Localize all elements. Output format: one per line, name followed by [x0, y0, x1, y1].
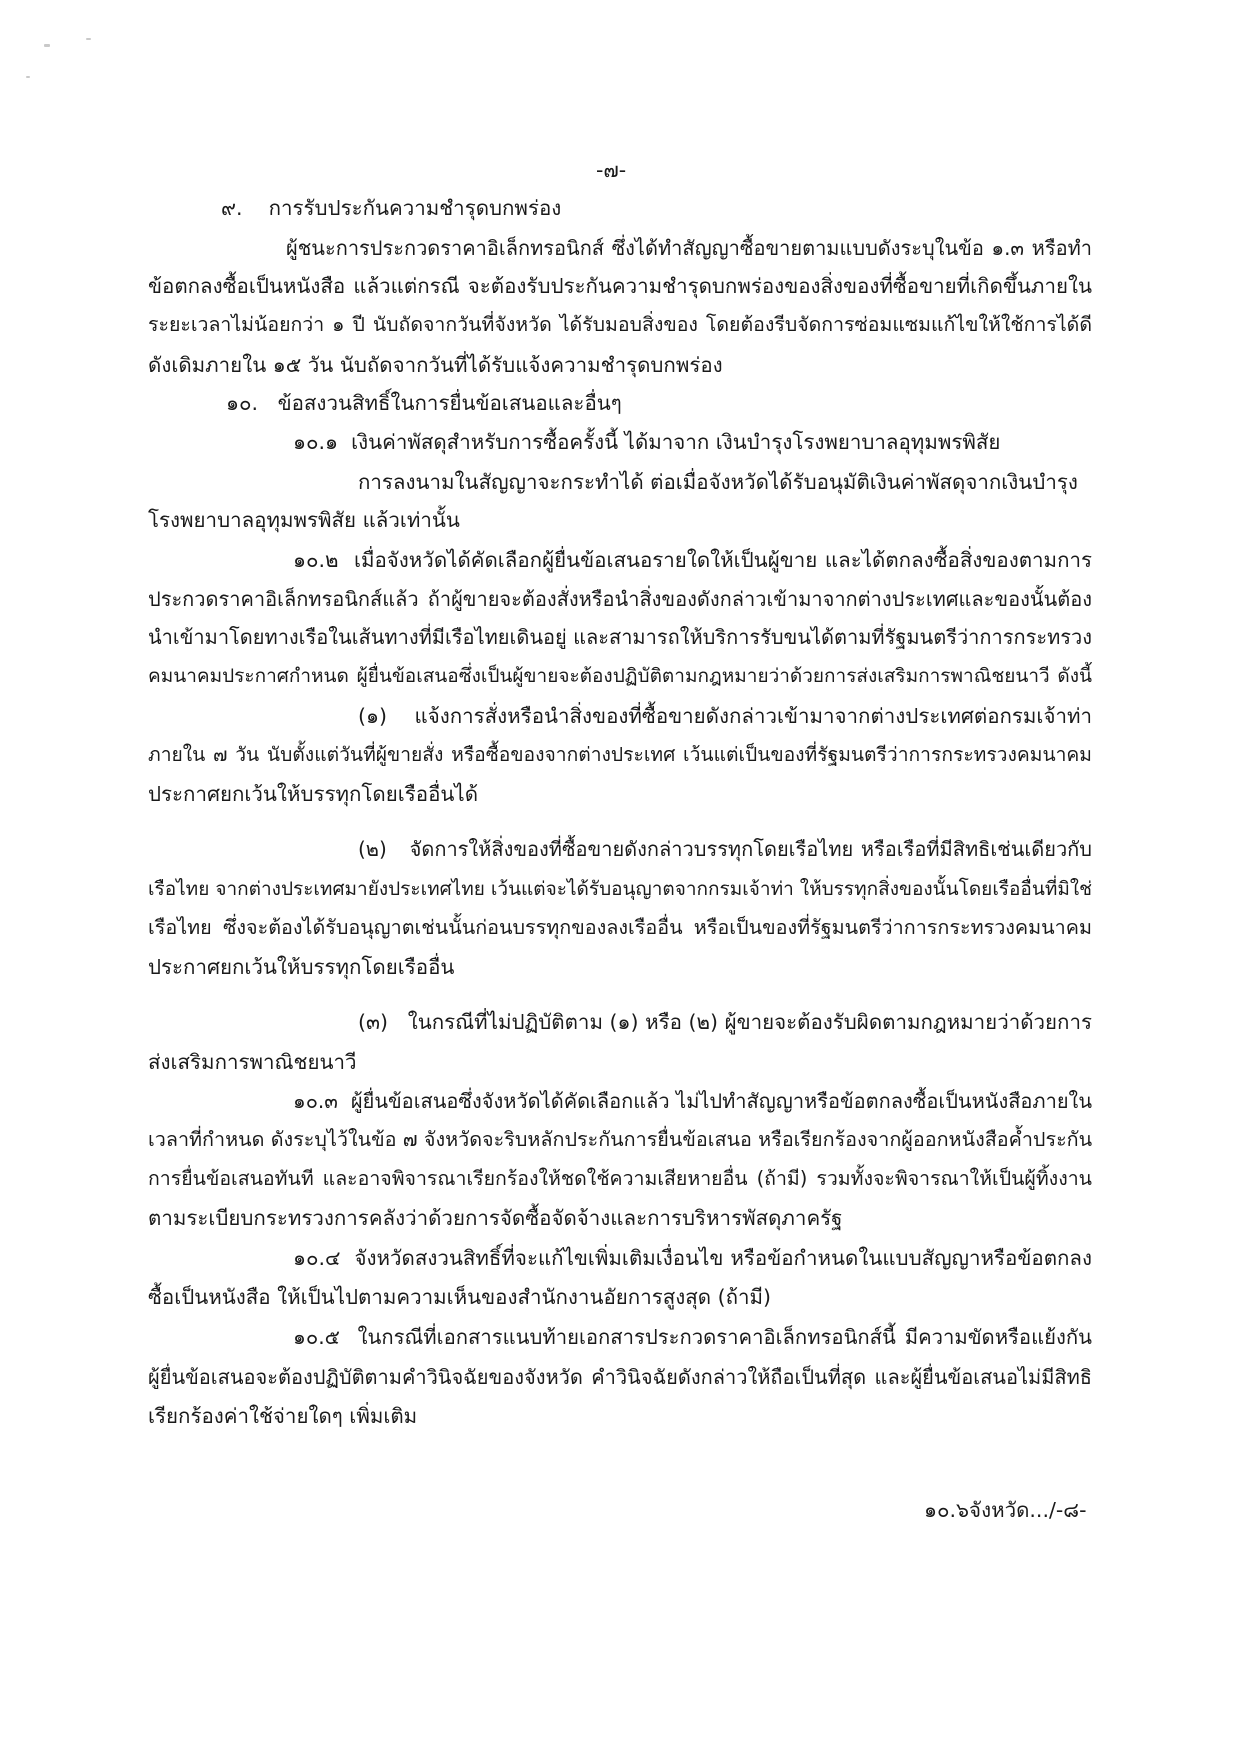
clause-10-2-line: ประกวดราคาอิเล็กทรอนิกส์แล้ว ถ้าผู้ขายจะต้องสั่งหรือนำสิ่งของดังกล่าวเข้ามาจากต่างประเทศและของนั้นต้อง: [148, 587, 1092, 611]
clause-10-2-3-line: ส่งเสริมการพาณิชยนาวี: [148, 1050, 357, 1074]
clause-10-2-1-line: (๑) แจ้งการสั่งหรือนำสิ่งของที่ซื้อขายดังกล่าวเข้ามาจากต่างประเทศต่อกรมเจ้าท่า: [358, 704, 1092, 728]
clause-10-4-line: ซื้อเป็นหนังสือ ให้เป็นไปตามความเห็นของสำนักงานอัยการสูงสุด (ถ้ามี): [148, 1285, 772, 1309]
clause-10-3-line: เวลาที่กำหนด ดังระบุไว้ในข้อ ๗ จังหวัดจะริบหลักประกันการยื่นข้อเสนอ หรือเรียกร้องจากผู้ออกหนังสือค้ำประกัน: [148, 1128, 1093, 1151]
section-9-line: ดังเดิมภายใน ๑๕ วัน นับถัดจากวันที่ได้รับแจ้งความชำรุดบกพร่อง: [148, 353, 723, 377]
clause-10-2-3-line: (๓) ในกรณีที่ไม่ปฏิบัติตาม (๑) หรือ (๒) ผู้ขายจะต้องรับผิดตามกฎหมายว่าด้วยการ: [358, 1010, 1092, 1034]
clause-10-2-2-line: (๒) จัดการให้สิ่งของที่ซื้อขายดังกล่าวบรรทุกโดยเรือไทย หรือเรือที่มีสิทธิเช่นเดียวกับ: [358, 837, 1092, 861]
scan-speck: [86, 38, 91, 40]
clause-10-2-1-line: ประกาศยกเว้นให้บรรทุกโดยเรืออื่นได้: [148, 782, 479, 806]
clause-10-3-line: การยื่นข้อเสนอทันที และอาจพิจารณาเรียกร้องให้ชดใช้ความเสียหายอื่น (ถ้ามี) รวมทั้งจะพิจารณาให้เป็นผู้ทิ้งงาน: [148, 1167, 1092, 1190]
section-9-line: ผู้ชนะการประกวดราคาอิเล็กทรอนิกส์ ซึ่งได้ทำสัญญาซื้อขายตามแบบดังระบุในข้อ ๑.๓ หรือทำ: [286, 236, 1092, 260]
clause-10-2-2-line: เรือไทย จากต่างประเทศมายังประเทศไทย เว้นแต่จะได้รับอนุญาตจากกรมเจ้าท่า ให้บรรทุกสิ่งของนั้นโดยเรืออื่นที่มิใช่: [148, 878, 1093, 900]
clause-10-5-line: เรียกร้องค่าใช้จ่ายใดๆ เพิ่มเติม: [148, 1404, 418, 1428]
clause-10-2-1-line: ภายใน ๗ วัน นับตั้งแต่วันที่ผู้ขายสั่ง หรือซื้อของจากต่างประเทศ เว้นแต่เป็นของที่รัฐมนตรีว่าการกระทรวงคมนาคม: [148, 743, 1092, 766]
section-9-line: ระยะเวลาไม่น้อยกว่า ๑ ปี นับถัดจากวันที่จังหวัด ได้รับมอบสิ่งของ โดยต้องรีบจัดการซ่อมแซมแก้ไขให้ใช้การได้ดี: [148, 313, 1092, 336]
page-number: -๗-: [596, 158, 627, 182]
clause-10-3-line: ตามระเบียบกระทรวงการคลังว่าด้วยการจัดซื้อจัดจ้างและการบริหารพัสดุภาครัฐ: [148, 1206, 843, 1230]
clause-10-5-line: ๑๐.๕ ในกรณีที่เอกสารแนบท้ายเอกสารประกวดราคาอิเล็กทรอนิกส์นี้ มีความขัดหรือแย้งกัน: [293, 1325, 1092, 1349]
clause-10-1-line: โรงพยาบาลอุทุมพรพิสัย แล้วเท่านั้น: [148, 508, 460, 532]
section-10-heading: ๑๐. ข้อสงวนสิทธิ์ในการยื่นข้อเสนอและอื่นๆ: [226, 391, 622, 415]
continuation-note: ๑๐.๖จังหวัด.../-๘-: [924, 1498, 1087, 1522]
clause-10-2-2-line: ประกาศยกเว้นให้บรรทุกโดยเรืออื่น: [148, 955, 455, 979]
clause-10-1-line: ๑๐.๑ เงินค่าพัสดุสำหรับการซื้อครั้งนี้ ได้มาจาก เงินบำรุงโรงพยาบาลอุทุมพรพิสัย: [293, 430, 1001, 454]
clause-10-2-line: ๑๐.๒ เมื่อจังหวัดได้คัดเลือกผู้ยื่นข้อเสนอรายใดให้เป็นผู้ขาย และได้ตกลงซื้อสิ่งของตามการ: [293, 548, 1092, 572]
clause-10-2-line: นำเข้ามาโดยทางเรือในเส้นทางที่มีเรือไทยเดินอยู่ และสามารถให้บริการรับขนได้ตามที่รัฐมนตรีว่าการกระทรวง: [148, 625, 1093, 649]
scan-speck: [26, 76, 30, 78]
clause-10-2-line: คมนาคมประกาศกำหนด ผู้ยื่นข้อเสนอซึ่งเป็นผู้ขายจะต้องปฏิบัติตามกฎหมายว่าด้วยการส่งเสริมการพาณิชยนาวี ดังนี้: [148, 665, 1092, 687]
scan-speck: [44, 44, 50, 47]
clause-10-4-line: ๑๐.๔ จังหวัดสงวนสิทธิ์ที่จะแก้ไขเพิ่มเติมเงื่อนไข หรือข้อกำหนดในแบบสัญญาหรือข้อตกลง: [293, 1246, 1092, 1270]
section-9-heading: ๙. การรับประกันความชำรุดบกพร่อง: [221, 196, 562, 220]
clause-10-5-line: ผู้ยื่นข้อเสนอจะต้องปฏิบัติตามคำวินิจฉัยของจังหวัด คำวินิจฉัยดังกล่าวให้ถือเป็นที่สุด และผู้ยื่นข้อเสนอไม่มีสิทธิ: [148, 1365, 1092, 1389]
section-9-line: ข้อตกลงซื้อเป็นหนังสือ แล้วแต่กรณี จะต้องรับประกันความชำรุดบกพร่องของสิ่งของที่ซื้อขายที่เกิดขึ้นภายใน: [148, 274, 1092, 298]
clause-10-2-2-line: เรือไทย ซึ่งจะต้องได้รับอนุญาตเช่นนั้นก่อนบรรทุกของลงเรืออื่น หรือเป็นของที่รัฐมนตรีว่าการกระทรวงคมนาคม: [148, 916, 1092, 939]
clause-10-1-line: การลงนามในสัญญาจะกระทำได้ ต่อเมื่อจังหวัดได้รับอนุมัติเงินค่าพัสดุจากเงินบำรุง: [358, 470, 1078, 494]
clause-10-3-line: ๑๐.๓ ผู้ยื่นข้อเสนอซึ่งจังหวัดได้คัดเลือกแล้ว ไม่ไปทำสัญญาหรือข้อตกลงซื้อเป็นหนังสือภายใน: [293, 1089, 1092, 1113]
